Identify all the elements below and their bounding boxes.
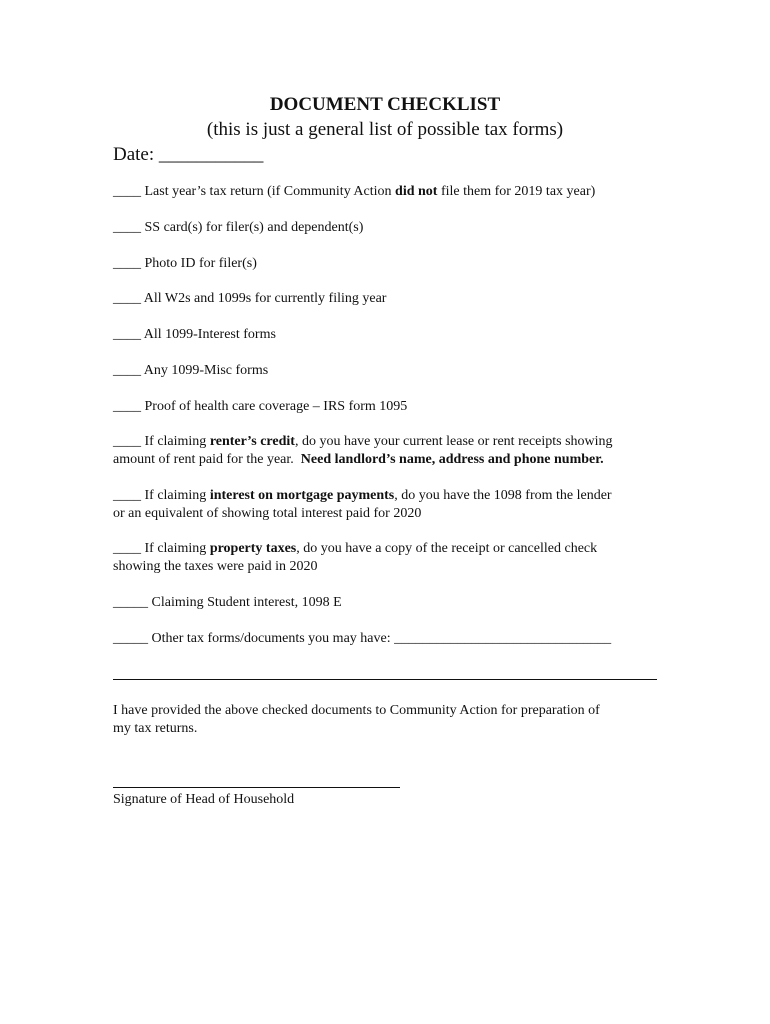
checklist-item-w2s-1099s[interactable] [113, 290, 673, 308]
item-text: _____ Other tax forms/documents you may have: _______________________________ [113, 631, 612, 646]
date-field[interactable]: Date: ___________ [113, 144, 264, 165]
item-text: , do you have your current lease or rent receipts showing [294, 434, 613, 449]
item-text: ____ Photo ID for filer(s) [113, 256, 257, 271]
checklist-item-last-years-return[interactable] [113, 183, 673, 201]
checklist-item-line [113, 451, 673, 469]
item-text: ____ If claiming [113, 541, 210, 556]
item-text-bold: renter’s credit [209, 434, 295, 449]
item-text-bold: property taxes [209, 541, 297, 556]
item-text: amount of rent paid for the year. [113, 452, 301, 467]
checklist-item-line [113, 540, 673, 558]
fill-in-line[interactable] [113, 679, 657, 680]
page-title: DOCUMENT CHECKLIST [269, 94, 501, 115]
checklist-item-mortgage-interest[interactable] [113, 487, 673, 523]
checklist-item-line [113, 433, 673, 451]
item-text: , do you have the 1098 from the lender [394, 488, 612, 503]
item-text: ____ If claiming [113, 488, 210, 503]
statement-text: I have provided the above checked documents to Community Action for preparation of [113, 703, 600, 718]
item-text-bold: did not [395, 184, 438, 199]
item-text: ____ Proof of health care coverage – IRS form 1095 [113, 399, 408, 414]
item-text: _____ Claiming Student interest, 1098 E [113, 595, 342, 610]
item-text: Last year’s tax return (if Community Action [144, 184, 396, 199]
checklist-item-property-taxes[interactable] [113, 540, 673, 576]
item-text: ____ Any 1099-Misc forms [113, 363, 269, 378]
checklist-item-student-interest[interactable] [113, 594, 673, 612]
checklist-item-other-forms[interactable] [113, 630, 673, 648]
item-text: or an equivalent of showing total interest paid for 2020 [113, 506, 422, 521]
checklist-item-photo-id[interactable] [113, 255, 673, 273]
checkbox-blank[interactable]: ____ [113, 184, 145, 199]
page-subtitle: (this is just a general list of possible tax forms) [206, 119, 564, 140]
checklist-item-renters-credit[interactable] [113, 433, 673, 469]
item-text: showing the taxes were paid in 2020 [113, 559, 318, 574]
checklist-item-1099-misc[interactable] [113, 362, 673, 380]
signature-line[interactable] [113, 787, 400, 788]
statement-text: my tax returns. [113, 721, 198, 736]
certification-statement [113, 702, 600, 738]
item-text: ____ If claiming [113, 434, 210, 449]
item-text-bold: interest on mortgage payments [209, 488, 395, 503]
checklist-item-line [113, 487, 673, 505]
item-text: file them for 2019 tax year) [437, 184, 596, 199]
checklist-item-ss-cards[interactable] [113, 219, 673, 237]
item-text: , do you have a copy of the receipt or cancelled check [296, 541, 598, 556]
item-text-bold: Need landlord’s name, address and phone number. [300, 452, 604, 467]
checklist-item-line [113, 183, 673, 201]
checklist-item-1099-interest[interactable] [113, 326, 673, 344]
item-text: ____ All 1099-Interest forms [113, 327, 276, 342]
checklist-item-health-coverage[interactable] [113, 398, 673, 416]
item-text: ____ SS card(s) for filer(s) and dependent(s) [113, 220, 364, 235]
item-text: ____ All W2s and 1099s for currently filing year [113, 291, 387, 306]
signature-label: Signature of Head of Household [113, 792, 295, 807]
